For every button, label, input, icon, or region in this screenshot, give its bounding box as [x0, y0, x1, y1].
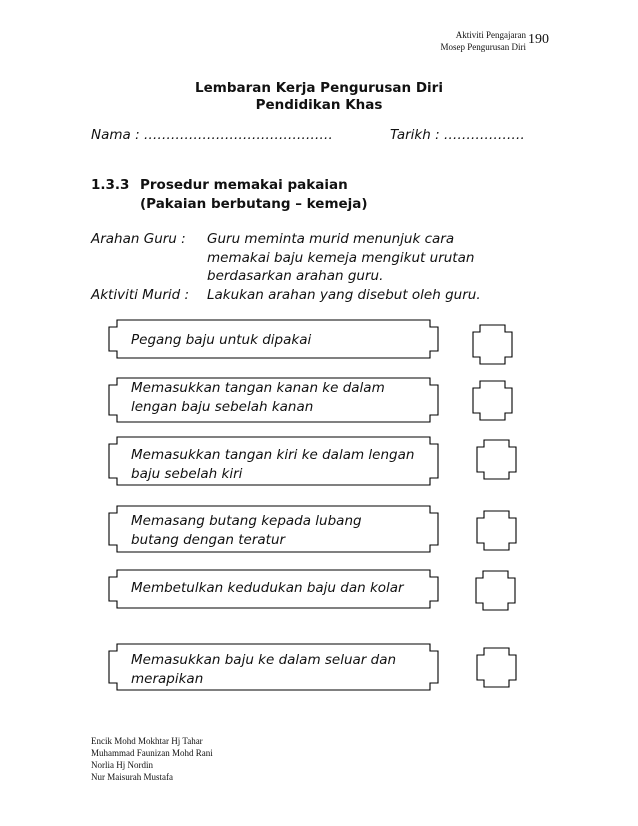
name-field: Nama : …………………………………… [91, 127, 333, 143]
step-2-line-2: lengan baju sebelah kanan [131, 399, 314, 415]
footer-author-1: Encik Mohd Mokhtar Hj Tahar [91, 736, 203, 746]
teacher-instruction-line-3: berdasarkan arahan guru. [207, 268, 384, 284]
step-3-line-1: Memasukkan tangan kiri ke dalam lengan [131, 447, 415, 463]
step-6-line-2: merapikan [131, 671, 204, 687]
page-number: 190 [528, 32, 549, 47]
worksheet-title: Lembaran Kerja Pengurusan Diri [195, 80, 443, 96]
section-heading: Prosedur memakai pakaian [140, 177, 348, 193]
header-line-2: Mosep Pengurusan Diri [440, 42, 526, 52]
teacher-instruction-line-2: memakai baju kemeja mengikut urutan [207, 250, 475, 266]
worksheet-subtitle: Pendidikan Khas [255, 97, 383, 113]
step-3-line-2: baju sebelah kiri [131, 466, 243, 482]
step-4-line-2: butang dengan teratur [131, 532, 286, 548]
footer-author-4: Nur Maisurah Mustafa [91, 772, 173, 782]
answer-box-4 [477, 511, 516, 550]
footer-author-3: Norlia Hj Nordin [91, 760, 153, 770]
answer-box-5 [476, 571, 515, 610]
step-5-line-1: Membetulkan kedudukan baju dan kolar [131, 580, 404, 596]
student-activity-label: Aktiviti Murid : [91, 287, 190, 303]
footer-author-2: Muhammad Faunizan Mohd Rani [91, 748, 213, 758]
step-4-line-1: Memasang butang kepada lubang [131, 513, 362, 529]
step-2-line-1: Memasukkan tangan kanan ke dalam [131, 380, 385, 396]
answer-box-6 [477, 648, 516, 687]
teacher-instruction-label: Arahan Guru : [91, 231, 186, 247]
step-1-line-1: Pegang baju untuk dipakai [131, 332, 312, 348]
section-number: 1.3.3 [91, 177, 130, 193]
header-line-1: Aktiviti Pengajaran [455, 30, 526, 40]
date-field: Tarikh : ……………… [390, 127, 525, 143]
section-subheading: (Pakaian berbutang – kemeja) [140, 196, 368, 212]
answer-box-2 [473, 381, 512, 420]
student-activity-text: Lakukan arahan yang disebut oleh guru. [207, 287, 481, 303]
step-6-line-1: Memasukkan baju ke dalam seluar dan [131, 652, 397, 668]
teacher-instruction-line-1: Guru meminta murid menunjuk cara [207, 231, 455, 247]
answer-box-1 [473, 325, 512, 364]
answer-box-3 [477, 440, 516, 479]
